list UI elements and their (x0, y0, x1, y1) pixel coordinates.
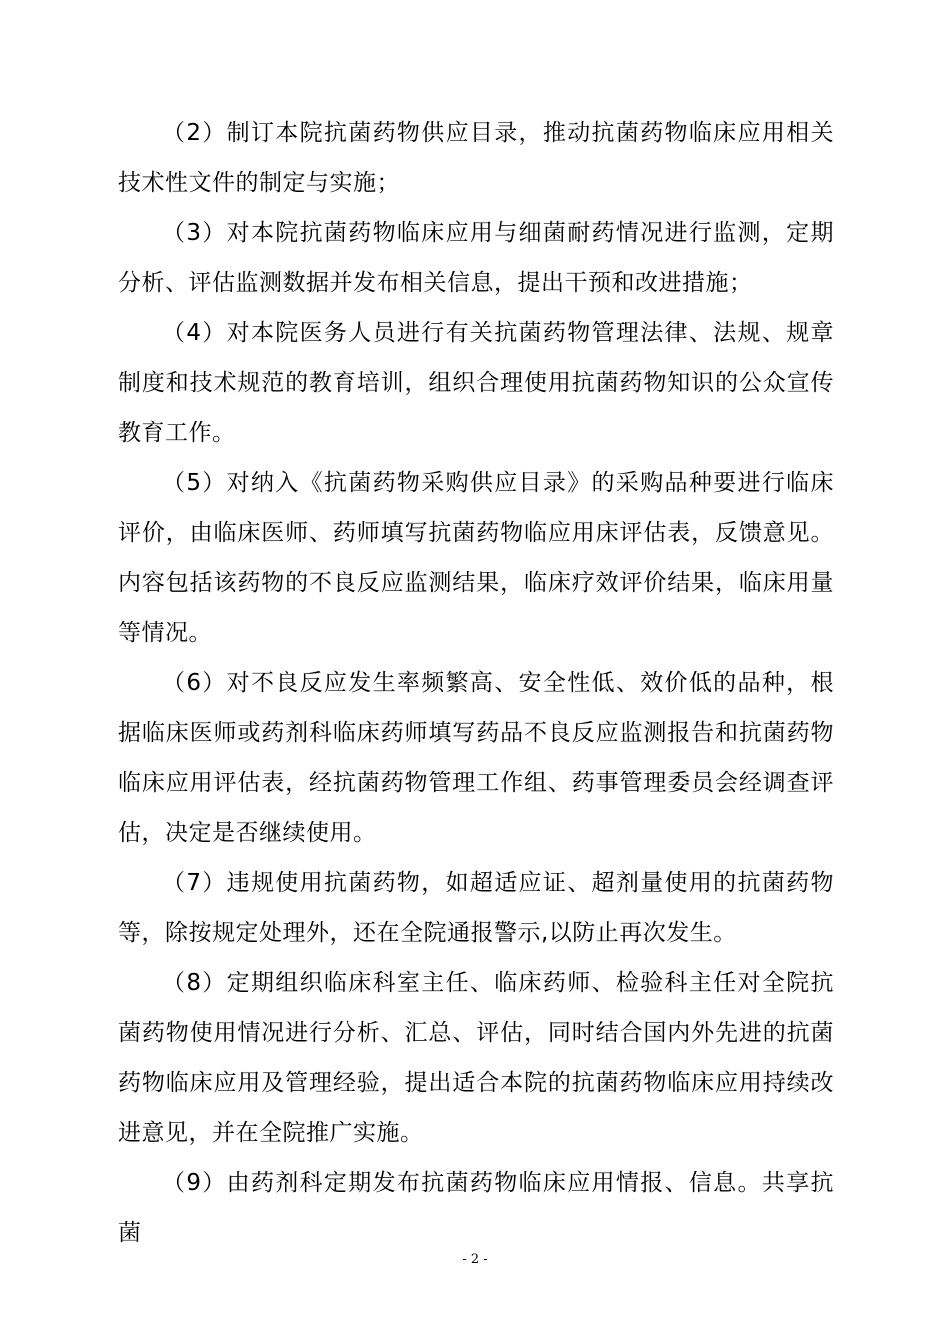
paragraph-item-7: （7）违规使用抗菌药物，如超适应证、超剂量使用的抗菌药物等，除按规定处理外，还在全院通报警示,以防止再次发生。 (118, 870, 834, 946)
paragraph-item-5: （5）对纳入《抗菌药物采购供应目录》的采购品种要进行临床评价，由临床医师、药师填写抗菌药物临应用床评估表，反馈意见。内容包括该药物的不良反应监测结果，临床疗效评价结果，临床用量等情况。 (118, 470, 834, 646)
document-body (118, 108, 834, 1258)
paragraph-item-2: （2）制订本院抗菌药物供应目录，推动抗菌药物临床应用相关技术性文件的制定与实施； (118, 120, 834, 196)
paragraph-item-6: （6）对不良反应发生率频繁高、安全性低、效价低的品种，根据临床医师或药剂科临床药师填写药品不良反应监测报告和抗菌药物临床应用评估表，经抗菌药物管理工作组、药事管理委员会经调查评估，决定是否继续使用。 (118, 670, 834, 846)
paragraph-item-4: （4）对本院医务人员进行有关抗菌药物管理法律、法规、规章制度和技术规范的教育培训，组织合理使用抗菌药物知识的公众宣传教育工作。 (118, 320, 834, 446)
page-number: - 2 - (462, 1252, 488, 1267)
paragraph-item-9: （9）由药剂科定期发布抗菌药物临床应用情报、信息。共享抗菌 (118, 1170, 834, 1246)
paragraph-item-3: （3）对本院抗菌药物临床应用与细菌耐药情况进行监测，定期分析、评估监测数据并发布相关信息，提出干预和改进措施； (118, 220, 834, 296)
paragraph-item-8: （8）定期组织临床科室主任、临床药师、检验科主任对全院抗菌药物使用情况进行分析、汇总、评估，同时结合国内外先进的抗菌药物临床应用及管理经验，提出适合本院的抗菌药物临床应用持续改进意见，并在全院推广实施。 (118, 970, 834, 1146)
